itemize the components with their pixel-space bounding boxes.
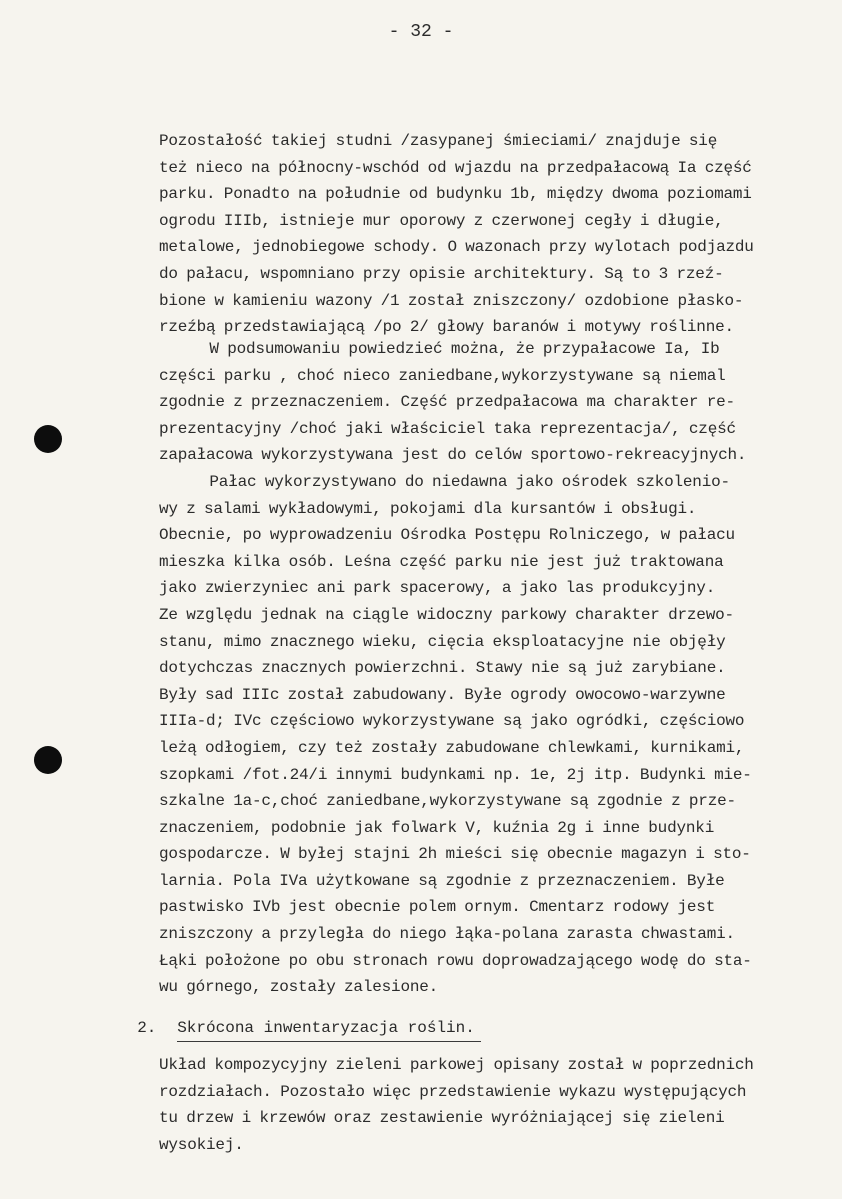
text-line: mieszka kilka osób. Leśna część parku nie jest już traktowana [159, 552, 724, 571]
text-line: też nieco na północny-wschód od wjazdu na przedpałacową Ia część [159, 158, 752, 177]
text-line: Ze względu jednak na ciągle widoczny parkowy charakter drzewo- [159, 605, 734, 624]
punch-hole [34, 746, 62, 774]
text-line: zniszczony a przyległa do niego łąka-polana zarasta chwastami. [159, 925, 735, 944]
text-line: metalowe, jednobiegowe schody. O wazonach przy wylotach podjazdu [159, 238, 754, 257]
text-line: larnia. Pola IVa użytkowane są zgodnie z przeznaczeniem. Byłe [159, 871, 725, 890]
paragraph-inventory-intro [159, 1052, 829, 1158]
text-line: Obecnie, po wyprowadzeniu Ośrodka Postępu Rolniczego, w pałacu [159, 526, 735, 545]
text-line: leżą odłogiem, czy też zostały zabudowane chlewkami, kurnikami, [159, 738, 745, 757]
text-line: W podsumowaniu powiedzieć można, że przypałacowe Ia, Ib [159, 340, 720, 358]
text-line: rozdziałach. Pozostało więc przedstawienie wykazu występujących [159, 1082, 747, 1101]
text-line: wysokiej. [159, 1135, 244, 1154]
text-line: do pałacu, wspomniano przy opisie architektury. Są to 3 rzeź- [159, 264, 724, 283]
text-line: pastwisko IVb jest obecnie polem ornym. Cmentarz rodowy jest [159, 898, 716, 917]
text-line: Były sad IIIc został zabudowany. Byłe ogrody owocowo-warzywne [159, 685, 726, 704]
text-line: szkalne 1a-c,choć zaniedbane,wykorzystywane są zgodnie z prze- [159, 792, 736, 811]
text-line: Pozostałość takiej studni /zasypanej śmieciami/ znajduje się [159, 132, 718, 150]
text-line: IIIa-d; IVc częściowo wykorzystywane są jako ogródki, częściowo [159, 712, 745, 731]
text-line: szopkami /fot.24/i innymi budynkami np. 1e, 2j itp. Budynki mie- [159, 765, 752, 784]
text-line: znaczeniem, podobnie jak folwark V, kuźnia 2g i inne budynki [159, 818, 715, 837]
paragraph-summary [159, 336, 829, 1001]
text-line: tu drzew i krzewów oraz zestawienie wyróżniającej się zieleni [159, 1109, 725, 1128]
text-line: wu górnego, zostały zalesione. [159, 978, 439, 997]
text-line: dotychczas znacznych powierzchni. Stawy nie są już zarybiane. [159, 659, 726, 678]
section-number: 2. [137, 1019, 157, 1037]
text-line: ogrodu IIIb, istnieje mur oporowy z czerwonej cegły i długie, [159, 211, 724, 230]
text-line: Łąki położone po obu stronach rowu doprowadzającego wodę do sta- [159, 951, 752, 970]
text-line: prezentacyjny /choć jaki właściciel taka reprezentacja/, część [159, 419, 736, 438]
punch-hole [34, 425, 62, 453]
text-line: bione w kamieniu wazony /1 został zniszczony/ ozdobione płasko- [159, 291, 744, 310]
text-line: Układ kompozycyjny zieleni parkowej opisany został w poprzednich [159, 1056, 754, 1074]
page-number: - 32 - [388, 22, 454, 42]
section-heading [118, 1001, 481, 1042]
text-line: zapałacowa wykorzystywana jest do celów sportowo-rekreacyjnych. [159, 446, 747, 465]
text-line: zgodnie z przeznaczeniem. Część przedpałacowa ma charakter re- [159, 393, 735, 412]
text-line: rzeźbą przedstawiającą /po 2/ głowy baranów i motywy roślinne. [159, 318, 734, 337]
text-line: części parku , choć nieco zaniedbane,wykorzystywane są niemal [159, 366, 726, 385]
text-line: Pałac wykorzystywano do niedawna jako ośrodek szkolenio- [159, 472, 730, 491]
text-line: wy z salami wykładowymi, pokojami dla kursantów i obsługi. [159, 499, 697, 518]
text-line: parku. Ponadto na południe od budynku 1b, między dwoma poziomami [159, 185, 752, 204]
paragraph-wells-and-vases [159, 128, 829, 341]
text-line: stanu, mimo znacznego wieku, cięcia eksploatacyjne nie objęły [159, 632, 726, 651]
section-title: Skrócona inwentaryzacja roślin. [177, 1019, 481, 1042]
text-line: jako zwierzyniec ani park spacerowy, a jako las produkcyjny. [159, 579, 716, 598]
text-line: gospodarcze. W byłej stajni 2h mieści się obecnie magazyn i sto- [159, 845, 751, 864]
